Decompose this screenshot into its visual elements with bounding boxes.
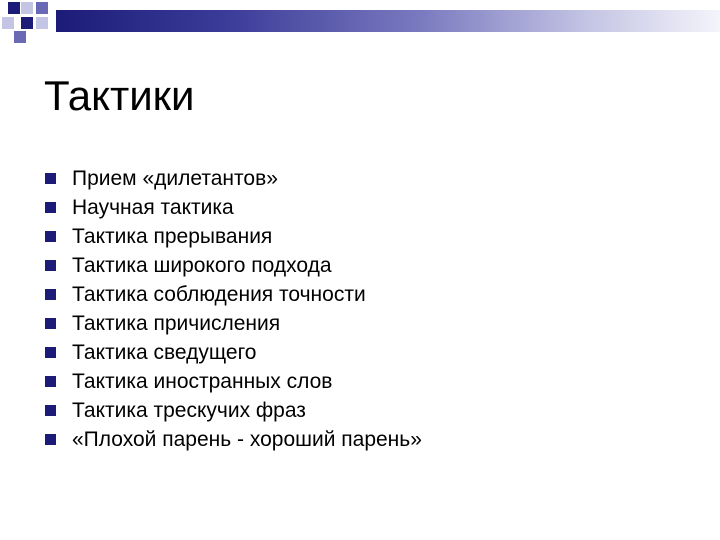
square-bullet-icon [45, 376, 56, 387]
square-bullet-icon [45, 289, 56, 300]
bullet-text: Тактика прерывания [72, 225, 273, 248]
bullet-text: Тактика иностранных слов [72, 370, 333, 393]
square-bullet-icon [45, 260, 56, 271]
decor-square-icon [21, 17, 33, 29]
bullet-text: Тактика соблюдения точности [72, 283, 366, 306]
bullet-list [44, 164, 422, 454]
gradient-bar [56, 10, 720, 32]
bullet-item [44, 222, 422, 251]
slide-title: Тактики [44, 72, 195, 119]
bullet-text: Тактика широкого подхода [72, 254, 332, 277]
decor-square-icon [8, 2, 20, 14]
decor-square-icon [36, 2, 48, 14]
bullet-text: Прием «дилетантов» [72, 167, 278, 190]
square-bullet-icon [45, 434, 56, 445]
square-bullet-icon [45, 231, 56, 242]
bullet-text: «Плохой парень - хороший парень» [72, 428, 422, 451]
square-bullet-icon [45, 405, 56, 416]
decor-square-icon [21, 2, 33, 14]
square-bullet-icon [45, 318, 56, 329]
decor-square-icon [2, 17, 14, 29]
bullet-text: Тактика причисления [72, 312, 281, 335]
bullet-item [44, 425, 422, 454]
bullet-text: Тактика трескучих фраз [72, 399, 306, 422]
bullet-item [44, 396, 422, 425]
bullet-text: Научная тактика [72, 196, 234, 219]
square-bullet-icon [45, 347, 56, 358]
bullet-item [44, 280, 422, 309]
bullet-text: Тактика сведущего [72, 341, 257, 364]
bullet-item [44, 367, 422, 396]
bullet-item [44, 193, 422, 222]
bullet-item [44, 309, 422, 338]
header-decoration [0, 0, 720, 48]
bullet-item [44, 164, 422, 193]
decor-square-icon [14, 31, 26, 43]
square-bullet-icon [45, 202, 56, 213]
decor-square-icon [36, 17, 48, 29]
square-bullet-icon [45, 173, 56, 184]
bullet-item [44, 338, 422, 367]
bullet-item [44, 251, 422, 280]
